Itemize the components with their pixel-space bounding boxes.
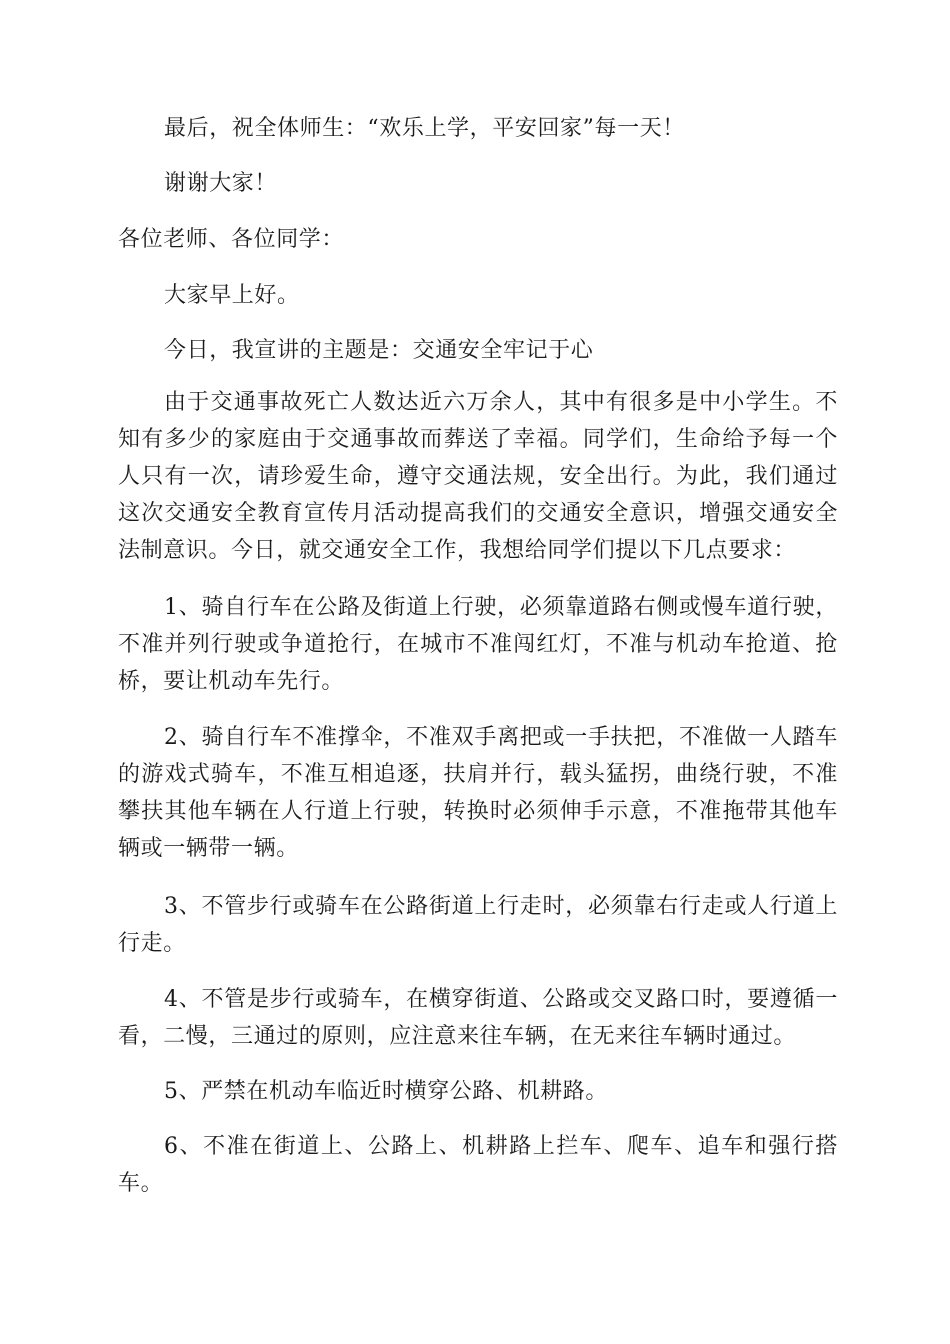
intro-paragraph: 由于交通事故死亡人数达近六万余人，其中有很多是中小学生。不知有多少的家庭由于交通事故而葬送了幸福。同学们，生命给予每一个人只有一次，请珍爱生命，遵守交通法规，安全出行。为此，我们通过这次交通安全教育宣传月活动提高我们的交通安全意识，增强交通安全法制意识。今日，就交通安全工作，我想给同学们提以下几点要求： (118, 390, 838, 563)
rule-6-paragraph: 6、不准在街道上、公路上、机耕路上拦车、爬车、追车和强行搭车。 (118, 1134, 838, 1196)
rule-4-paragraph: 4、不管是步行或骑车，在横穿街道、公路或交叉路口时，要遵循一看，二慢，三通过的原则，应注意来往车辆，在无来往车辆时通过。 (118, 987, 838, 1049)
rule-1-paragraph: 1、骑自行车在公路及街道上行驶，必须靠道路右侧或慢车道行驶，不准并列行驶或争道抢行，在城市不准闯红灯，不准与机动车抢道、抢桥，要让机动车先行。 (118, 595, 838, 694)
greeting-paragraph: 大家早上好。 (164, 283, 300, 308)
thanks-paragraph: 谢谢大家！ (164, 171, 278, 196)
topic-paragraph: 今日，我宣讲的主题是：交通安全牢记于心 (164, 338, 594, 363)
salutation-paragraph: 各位老师、各位同学： (118, 227, 345, 252)
rule-2-paragraph: 2、骑自行车不准撑伞，不准双手离把或一手扶把，不准做一人踏车的游戏式骑车，不准互相追逐，扶肩并行，载头猛拐，曲绕行驶，不准攀扶其他车辆在人行道上行驶，转换时必须伸手示意，不准拖带其他车辆或一辆带一辆。 (118, 725, 838, 861)
closing-wish-paragraph: 最后，祝全体师生：“欢乐上学，平安回家”每一天！ (164, 116, 685, 141)
rule-3-paragraph: 3、不管步行或骑车在公路街道上行走时，必须靠右行走或人行道上行走。 (118, 894, 838, 956)
rule-5-paragraph: 5、严禁在机动车临近时横穿公路、机耕路。 (164, 1079, 608, 1104)
